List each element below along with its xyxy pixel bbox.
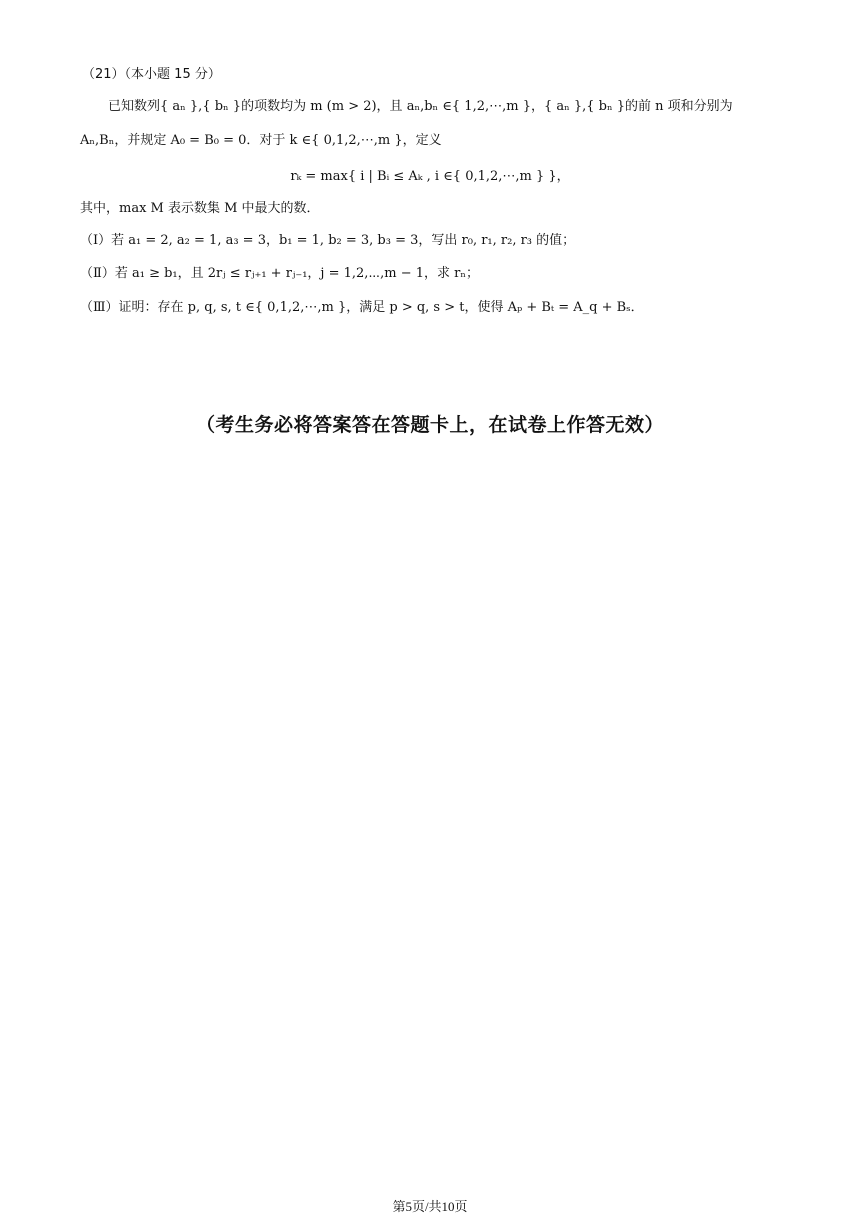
problem-statement-line-4: 其中，max M 表示数集 M 中最大的数． xyxy=(80,201,320,216)
answer-sheet-notice: （考生务必将答案答在答题卡上，在试卷上作答无效） xyxy=(195,414,664,436)
part-3: （Ⅲ）证明：存在 p, q, s, t ∈{ 0,1,2,⋯,m }，满足 p > q, s > t，使得 Aₚ + Bₜ = A_q + Bₛ． xyxy=(80,300,644,315)
definition-formula: rₖ = max{ i | Bᵢ ≤ Aₖ , i ∈{ 0,1,2,⋯,m } }， xyxy=(290,169,570,184)
part-2: （Ⅱ）若 a₁ ≥ b₁，且 2rⱼ ≤ rⱼ₊₁ + rⱼ₋₁，j = 1,2,⋯,m − 1，求 rₙ； xyxy=(80,266,479,281)
problem-statement-line-1: 已知数列{ aₙ },{ bₙ }的项数均为 m (m > 2)，且 aₙ,bₙ ∈{ 1,2,⋯,m }，{ aₙ },{ bₙ }的前 n 项和分别为 xyxy=(108,99,733,114)
page-number: 第5页/共10页 xyxy=(392,1199,468,1214)
part-1: （Ⅰ）若 a₁ = 2, a₂ = 1, a₃ = 3，b₁ = 1, b₂ = 3, b₃ = 3，写出 r₀, r₁, r₂, r₃ 的值； xyxy=(80,233,576,248)
problem-statement-line-2: Aₙ,Bₙ，并规定 A₀ = B₀ = 0．对于 k ∈{ 0,1,2,⋯,m }，定义 xyxy=(80,133,442,148)
problem-header: （21）（本小题 15 分） xyxy=(82,67,221,82)
